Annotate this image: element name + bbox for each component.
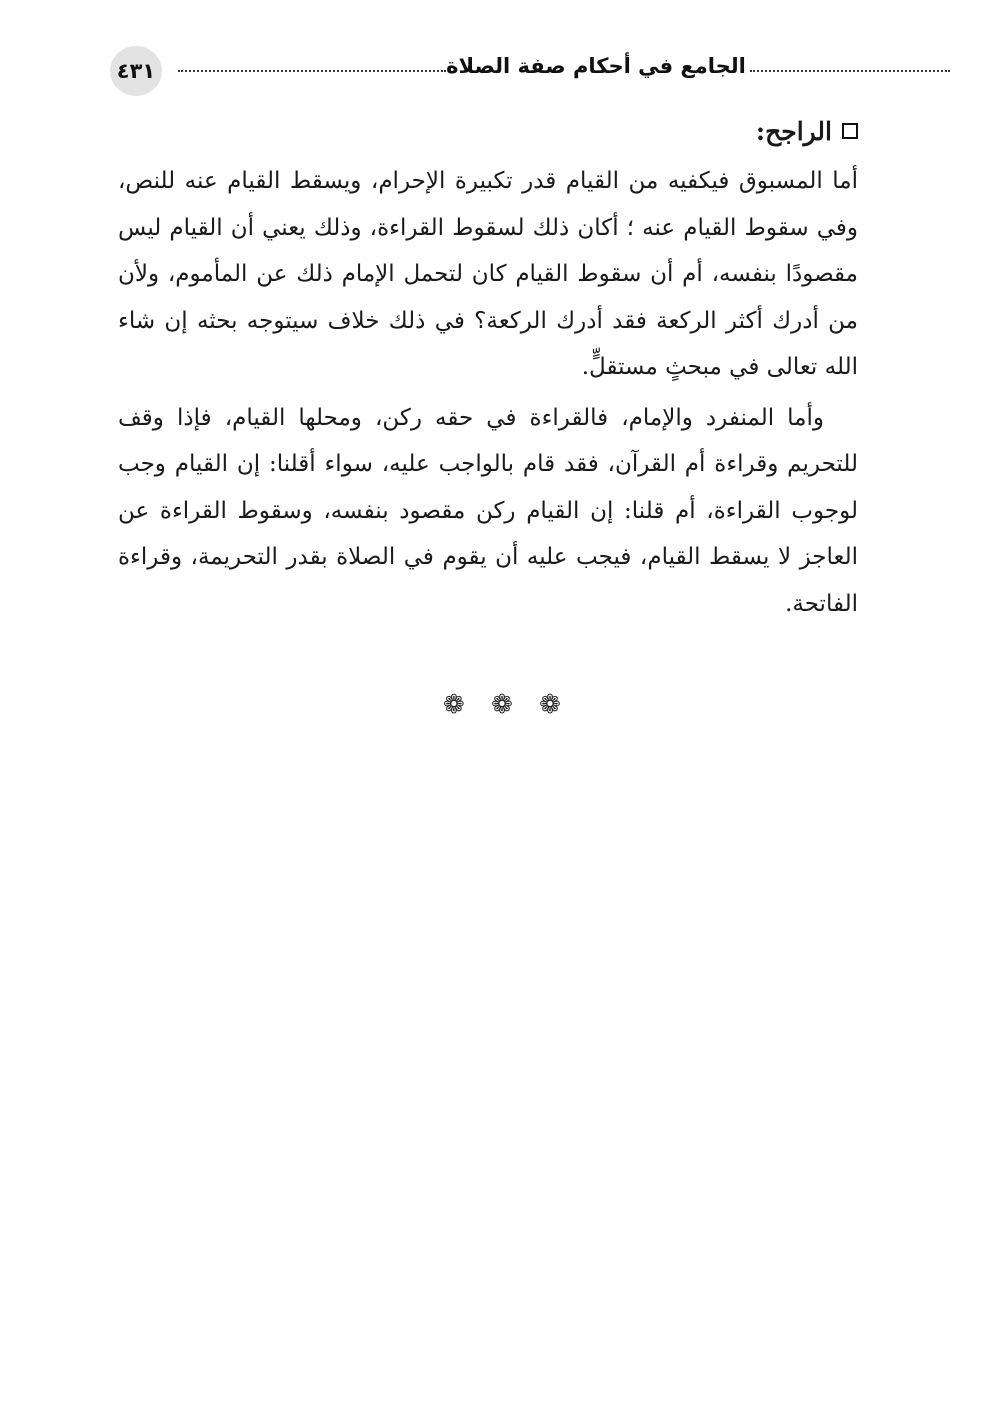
section-heading-text: الراجح:: [755, 116, 832, 146]
paragraph-2: وأما المنفرد والإمام، فالقراءة في حقه ركن، ومحلها القيام، فإذا وقف للتحريم وقراءة أم القرآن، فقد قام بالواجب عليه، سواء أقلنا: إن القيام وجب لوجوب القراءة، أم قلنا: إن القيام ركن مقصود بنفسه، وسقوط القراءة عن العاجز لا يسقط القيام، فيجب عليه أن يقوم في الصلاة بقدر التحريمة، وقراءة الفاتحة.: [118, 404, 858, 617]
checkbox-square-icon: [842, 123, 858, 139]
paragraph-1: أما المسبوق فيكفيه من القيام قدر تكبيرة الإحرام، ويسقط القيام عنه للنص، وفي سقوط القيام عنه ؛ أكان ذلك لسقوط القراءة، وذلك يعني أن القيام ليس مقصودًا بنفسه، أم أن سقوط القيام كان لتحمل الإمام ذلك عن المأموم، ولأن من أدرك أكثر الركعة فقد أدرك الركعة؟ في ذلك خلاف سيتوجه بحثه إن شاء الله تعالى في مبحثٍ مستقلٍّ.: [118, 168, 858, 380]
section-heading: [118, 112, 858, 150]
header-dotted-rule-right: [750, 70, 950, 72]
flower-ornament-icon: ❁: [443, 690, 465, 720]
running-title: الجامع في أحكام صفة الصلاة: [446, 54, 746, 78]
header-dotted-rule-left: [178, 70, 446, 72]
page-number-badge: ٤٣١: [110, 46, 162, 96]
flower-ornament-icon: ❁: [491, 690, 513, 720]
main-content: [118, 112, 858, 627]
flower-ornament-icon: ❁: [539, 690, 561, 720]
page-header: [110, 46, 845, 92]
section-divider-ornaments: [0, 690, 1004, 720]
